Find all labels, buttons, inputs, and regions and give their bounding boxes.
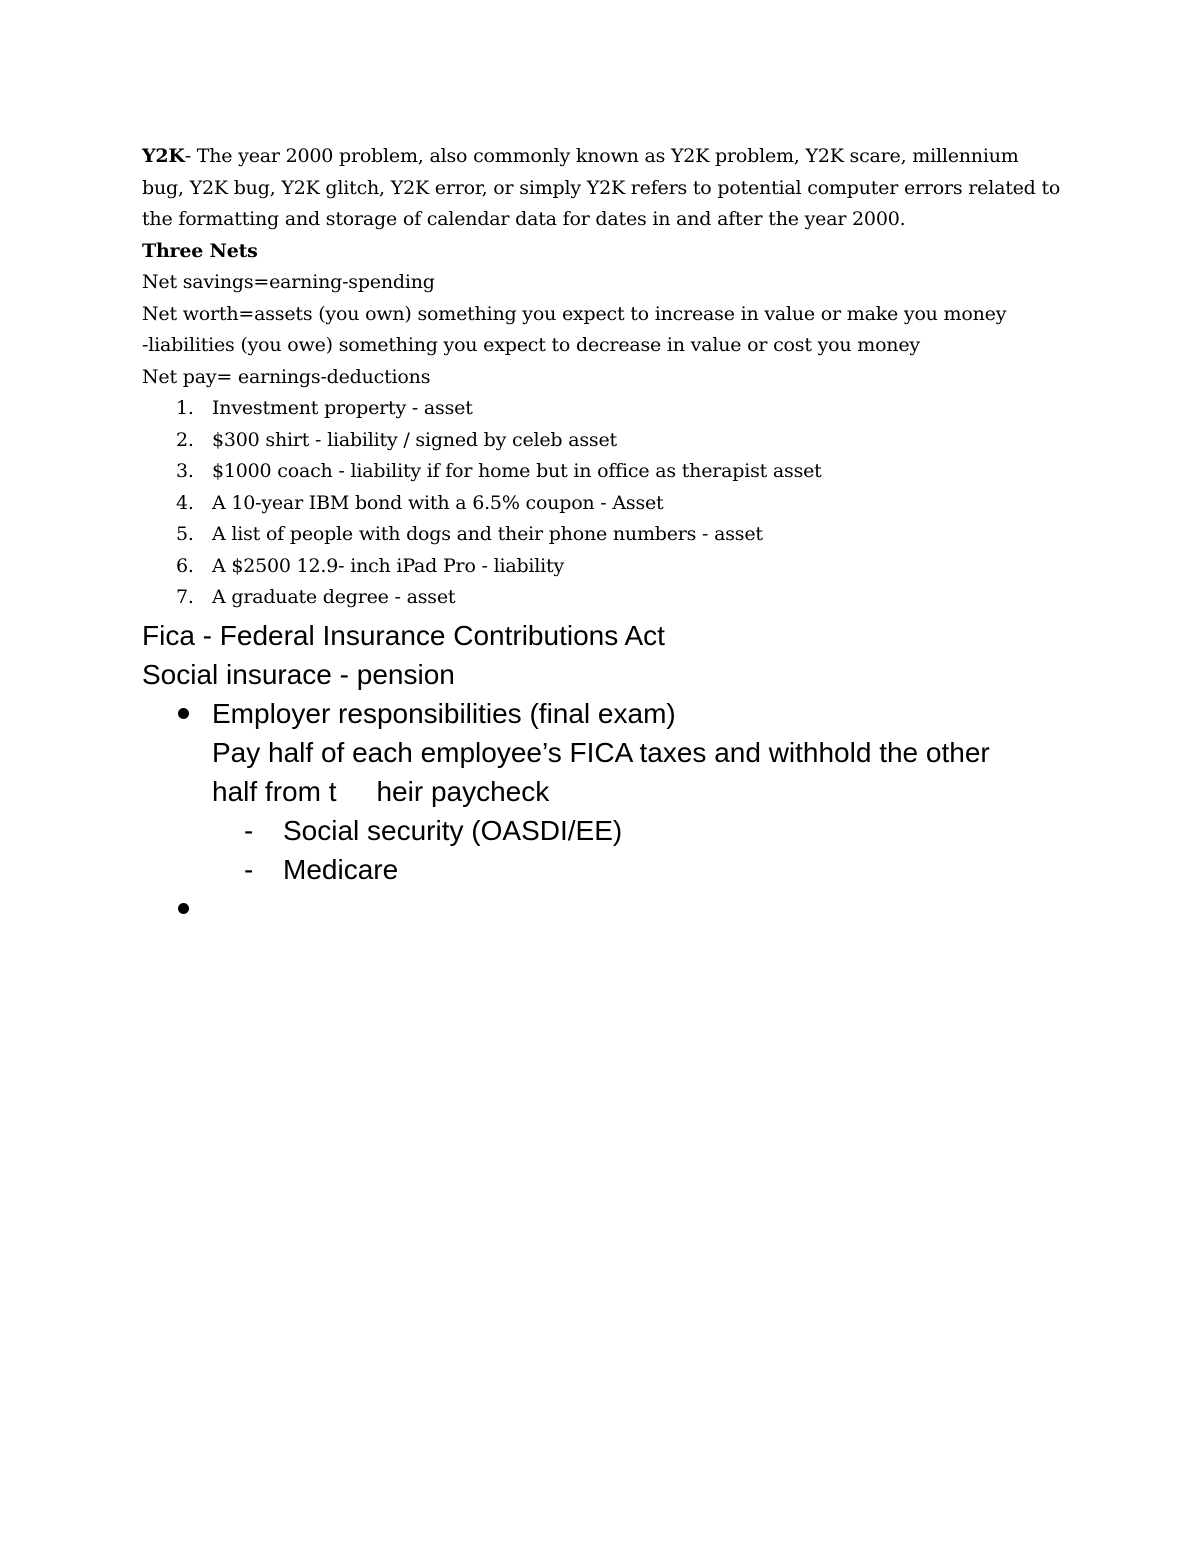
- social-insurance-line: Social insurace - pension: [142, 659, 455, 690]
- list-number: 7.: [176, 586, 194, 608]
- list-number: 4.: [176, 491, 194, 514]
- list-item: [142, 519, 1062, 551]
- list-item-text: Investment property - asset: [212, 397, 473, 419]
- list-item: [142, 456, 1062, 488]
- sub-item-text: Medicare: [283, 854, 399, 885]
- pay-half-line-continued: [212, 772, 1062, 811]
- notes-serif-section: [142, 141, 1062, 614]
- notes-sans-section: [142, 616, 1062, 928]
- asset-liability-list: [142, 393, 1062, 614]
- list-number: 6.: [176, 554, 194, 577]
- dash-marker: -: [244, 815, 254, 846]
- list-item-text: A graduate degree - asset: [212, 586, 456, 608]
- list-item: [142, 551, 1062, 583]
- list-item: [142, 582, 1062, 614]
- list-number: 1.: [176, 397, 194, 419]
- dash-marker: -: [244, 854, 254, 885]
- three-nets-heading: Three Nets: [142, 239, 258, 262]
- net-savings-line: Net savings=earning-spending: [142, 271, 435, 293]
- liabilities-line: -liabilities (you owe) something you expect to decrease in value or cost you money: [142, 334, 920, 356]
- bullet-icon: [178, 903, 189, 914]
- sub-list-item: [142, 811, 1062, 850]
- list-number: 2.: [176, 428, 194, 451]
- list-item-text: A $2500 12.9- inch iPad Pro - liability: [212, 554, 565, 577]
- list-item: [142, 425, 1062, 457]
- list-item-text: A 10-year IBM bond with a 6.5% coupon - Asset: [212, 491, 664, 514]
- pay-line-fragment-2: heir paycheck: [376, 776, 550, 807]
- empty-bullet-item: [142, 889, 1062, 928]
- pay-line-fragment-1: half from t: [212, 776, 337, 807]
- fica-title: Fica - Federal Insurance Contributions Act: [142, 620, 665, 651]
- empty-bullet-text: [212, 889, 1062, 928]
- net-pay-line: Net pay= earnings-deductions: [142, 365, 431, 388]
- sub-item-text: Social security (OASDI/EE): [283, 815, 623, 846]
- list-item-text: $1000 coach - liability if for home but in office as therapist asset: [212, 460, 822, 482]
- y2k-paragraph: [142, 141, 1062, 236]
- list-number: 3.: [176, 460, 194, 482]
- employer-responsibilities-heading: Employer responsibilities (final exam): [212, 698, 676, 729]
- list-item-text: A list of people with dogs and their phone numbers - asset: [212, 523, 763, 545]
- y2k-term: Y2K: [142, 145, 185, 167]
- list-item-text: $300 shirt - liability / signed by celeb asset: [212, 428, 617, 451]
- list-item: [142, 488, 1062, 520]
- y2k-definition: - The year 2000 problem, also commonly known as Y2K problem, Y2K scare, millennium bug, Y2K bug, Y2K glitch, Y2K error, or simply Y2K refers to potential computer errors related to the formatting and storage of calendar data for dates in and after the year 2000.: [142, 145, 1061, 230]
- list-number: 5.: [176, 523, 194, 545]
- bullet-icon: [178, 708, 189, 719]
- sub-list-item: [142, 850, 1062, 889]
- pay-half-line: Pay half of each employee’s FICA taxes and withhold the other: [212, 737, 990, 768]
- list-item: [142, 393, 1062, 425]
- bullet-item: [142, 694, 1062, 811]
- net-worth-line: Net worth=assets (you own) something you expect to increase in value or make you money: [142, 302, 1007, 325]
